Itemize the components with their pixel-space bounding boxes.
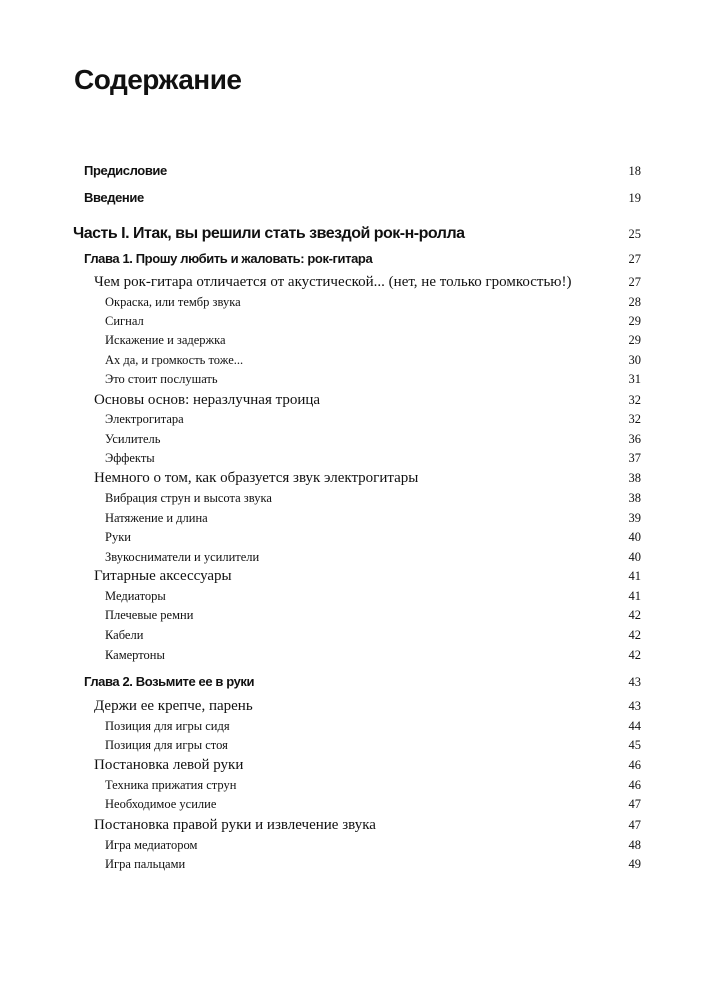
toc-entry <box>0 794 714 814</box>
toc-entry-page-number: 43 <box>628 675 641 689</box>
toc-entry-page-number: 40 <box>628 550 641 564</box>
toc-entry-page-number: 19 <box>628 191 641 205</box>
toc-entry <box>0 429 714 449</box>
toc-entry-title: Вибрация струн и высота звука <box>105 491 272 505</box>
toc-entry-title: Усилитель <box>105 432 161 446</box>
toc-entry-title: Позиция для игры сидя <box>105 719 230 733</box>
toc-entry-title: Чем рок-гитара отличается от акустической... (нет, не только громкостью!) <box>94 274 572 290</box>
toc-entry <box>0 350 714 370</box>
toc-entry-title: Немного о том, как образуется звук электрогитары <box>94 470 419 486</box>
toc-entry-page-number: 30 <box>628 353 641 367</box>
toc-entry-title: Гитарные аксессуары <box>94 568 232 584</box>
toc-entry-title: Игра медиатором <box>105 838 198 852</box>
toc-entry <box>0 468 714 488</box>
toc-entry-page-number: 45 <box>628 738 641 752</box>
toc-entry-page-number: 29 <box>628 314 641 328</box>
toc-entry-title: Глава 2. Возьмите ее в руки <box>84 674 255 689</box>
toc-entry <box>0 508 714 528</box>
toc-entry <box>0 161 714 181</box>
toc-entry <box>0 716 714 736</box>
toc-entry-page-number: 29 <box>628 333 641 347</box>
toc-entry <box>0 547 714 567</box>
toc-entry-page-number: 25 <box>628 227 641 241</box>
toc-entry-page-number: 38 <box>628 491 641 505</box>
toc-entry-title: Окраска, или тембр звука <box>105 295 241 309</box>
toc-entry-page-number: 48 <box>628 838 641 852</box>
toc-entry-page-number: 44 <box>628 719 641 733</box>
toc-entry-title: Техника прижатия струн <box>105 778 237 792</box>
toc-entry-page-number: 36 <box>628 432 641 446</box>
toc-entry <box>0 272 714 292</box>
toc-entry <box>0 696 714 716</box>
toc-entry <box>0 835 714 855</box>
toc-entry-title: Это стоит послушать <box>105 372 218 386</box>
toc-entry-page-number: 42 <box>628 648 641 662</box>
toc-entry-title: Звукосниматели и усилители <box>105 550 260 564</box>
toc-entry-title: Кабели <box>105 628 144 642</box>
toc-entry-page-number: 42 <box>628 628 641 642</box>
toc-entry-page-number: 28 <box>628 295 641 309</box>
toc-entry-page-number: 27 <box>628 275 641 289</box>
toc-entry-page-number: 37 <box>628 451 641 465</box>
toc-entry-title: Искажение и задержка <box>105 333 226 347</box>
toc-entry <box>0 292 714 312</box>
toc-entry-title: Плечевые ремни <box>105 608 194 622</box>
toc-entry-page-number: 41 <box>628 569 641 583</box>
toc-entry <box>0 188 714 208</box>
toc-entry <box>0 672 714 692</box>
toc-entry-title: Необходимое усилие <box>105 797 217 811</box>
toc-entry-page-number: 32 <box>628 412 641 426</box>
toc-entry <box>0 586 714 606</box>
toc-entry-page-number: 46 <box>628 758 641 772</box>
toc-entry <box>0 625 714 645</box>
toc-entry <box>0 735 714 755</box>
toc-entry-page-number: 49 <box>628 857 641 871</box>
toc-entry-title: Предисловие <box>84 163 167 178</box>
toc-entry-title: Основы основ: неразлучная троица <box>94 392 321 408</box>
toc-entry-page-number: 27 <box>628 252 641 266</box>
toc-entry-page-number: 47 <box>628 818 641 832</box>
toc-entry <box>0 311 714 331</box>
toc-entry-page-number: 31 <box>628 372 641 386</box>
toc-entry-title: Ах да, и громкость тоже... <box>105 353 244 367</box>
toc-entry-page-number: 38 <box>628 471 641 485</box>
toc-entry-title: Держи ее крепче, парень <box>94 698 253 714</box>
toc-entry-page-number: 43 <box>628 699 641 713</box>
toc-entry-title: Игра пальцами <box>105 857 186 871</box>
toc-entry-page-number: 41 <box>628 589 641 603</box>
toc-entry <box>0 409 714 429</box>
toc-entry-page-number: 39 <box>628 511 641 525</box>
toc-entry-page-number: 40 <box>628 530 641 544</box>
toc-entry <box>0 566 714 586</box>
toc-entry-title: Камертоны <box>105 648 165 662</box>
toc-entry-page-number: 18 <box>628 164 641 178</box>
toc-entry <box>0 488 714 508</box>
toc-entry-title: Сигнал <box>105 314 144 328</box>
toc-entry-title: Электрогитара <box>105 412 184 426</box>
toc-entry <box>0 605 714 625</box>
toc-entry-page-number: 46 <box>628 778 641 792</box>
toc-entry-title: Введение <box>84 190 144 205</box>
toc-entry <box>0 755 714 775</box>
toc-entry-title: Эффекты <box>105 451 155 465</box>
toc-entry-title: Часть I. Итак, вы решили стать звездой рок-н-ролла <box>73 225 465 242</box>
toc-entry-page-number: 32 <box>628 393 641 407</box>
toc-entry <box>0 854 714 874</box>
toc-entry <box>0 448 714 468</box>
toc-entry <box>0 815 714 835</box>
toc-entry <box>0 330 714 350</box>
toc-entry <box>0 527 714 547</box>
toc-entry <box>0 775 714 795</box>
toc-entry-page-number: 42 <box>628 608 641 622</box>
toc-entry-title: Позиция для игры стоя <box>105 738 228 752</box>
toc-entry-title: Постановка правой руки и извлечение звука <box>94 817 376 833</box>
page-title: Содержание <box>74 64 242 95</box>
toc-entry-title: Глава 1. Прошу любить и жаловать: рок-гитара <box>84 251 373 266</box>
toc-entry <box>0 645 714 665</box>
toc-entry <box>0 224 714 244</box>
toc-entry <box>0 390 714 410</box>
toc-entry-page-number: 47 <box>628 797 641 811</box>
toc-entry-title: Медиаторы <box>105 589 166 603</box>
toc-entry-title: Натяжение и длина <box>105 511 208 525</box>
toc-entry <box>0 249 714 269</box>
toc-entry-title: Руки <box>105 530 131 544</box>
toc-entry-title: Постановка левой руки <box>94 757 244 773</box>
toc-entry <box>0 369 714 389</box>
